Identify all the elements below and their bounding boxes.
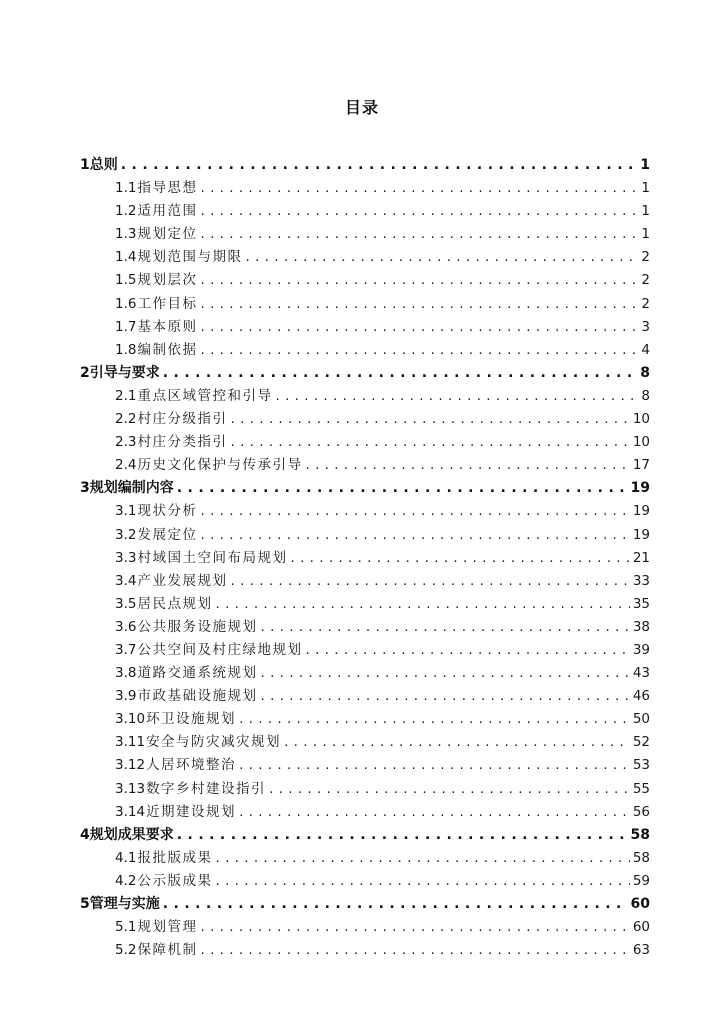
toc-dot-leader — [200, 177, 638, 200]
toc-dot-leader — [200, 500, 629, 523]
toc-page-number: 8 — [640, 364, 650, 381]
toc-page-number: 1 — [641, 226, 650, 243]
toc-section-entry[interactable] — [80, 547, 650, 570]
toc-entry-number: 2.3 — [115, 434, 137, 451]
toc-entry-title: 报批版成果 — [137, 849, 213, 866]
toc-page-number: 10 — [632, 411, 650, 428]
toc-entry-title: 规划编制内容 — [89, 480, 174, 497]
toc-dot-leader — [260, 685, 629, 708]
toc-chapter-entry[interactable] — [80, 893, 650, 916]
toc-entry-title: 人居环境整治 — [146, 757, 237, 774]
toc-entry-title: 管理与实施 — [89, 896, 160, 912]
toc-section-entry[interactable] — [80, 524, 650, 547]
toc-entry-number: 2.4 — [115, 457, 137, 474]
toc-dot-leader — [163, 893, 628, 916]
toc-entry-title: 保障机制 — [137, 942, 198, 959]
toc-page-number: 58 — [630, 826, 650, 843]
toc-section-entry[interactable] — [80, 431, 650, 454]
toc-section-entry[interactable] — [80, 177, 650, 200]
toc-entry-title: 工作目标 — [137, 295, 198, 312]
toc-entry-number: 5.2 — [115, 942, 137, 959]
toc-section-entry[interactable] — [80, 385, 650, 408]
toc-entry-title: 村庄分级指引 — [137, 411, 228, 428]
toc-entry-title: 居民点规划 — [137, 595, 213, 612]
toc-dot-leader — [269, 778, 630, 801]
toc-dot-leader — [239, 708, 630, 731]
toc-entry-title: 规划管理 — [137, 919, 198, 936]
toc-entry-title: 安全与防灾减灾规划 — [146, 734, 282, 751]
toc-page-number: 56 — [632, 803, 650, 820]
toc-dot-leader — [200, 524, 629, 547]
toc-section-entry[interactable] — [80, 316, 650, 339]
toc-page-number: 17 — [632, 457, 650, 474]
table-of-contents — [80, 154, 650, 962]
toc-entry-number: 3.7 — [115, 641, 137, 658]
toc-entry-title: 基本原则 — [137, 318, 198, 335]
toc-entry-number: 1.2 — [115, 203, 137, 220]
toc-section-entry[interactable] — [80, 685, 650, 708]
toc-dot-leader — [121, 154, 638, 177]
toc-section-entry[interactable] — [80, 754, 650, 777]
toc-dot-leader — [305, 639, 629, 662]
toc-dot-leader — [200, 200, 638, 223]
toc-section-entry[interactable] — [80, 939, 650, 962]
toc-section-entry[interactable] — [80, 708, 650, 731]
toc-section-entry[interactable] — [80, 246, 650, 269]
toc-page-number: 46 — [632, 688, 650, 705]
toc-entry-title: 公示版成果 — [137, 872, 213, 889]
toc-entry-title: 规划范围与期限 — [137, 249, 243, 266]
toc-page-number: 1 — [641, 203, 650, 220]
toc-entry-title: 规划定位 — [137, 226, 198, 243]
toc-section-entry[interactable] — [80, 293, 650, 316]
toc-entry-title: 适用范围 — [137, 203, 198, 220]
toc-chapter-entry[interactable] — [80, 824, 650, 847]
toc-dot-leader — [230, 408, 629, 431]
toc-entry-title: 重点区域管控和引导 — [137, 387, 273, 404]
toc-dot-leader — [245, 246, 638, 269]
toc-entry-number: 3.13 — [115, 780, 146, 797]
toc-entry-number: 3.5 — [115, 595, 137, 612]
toc-entry-title: 编制依据 — [137, 341, 198, 358]
toc-dot-leader — [239, 754, 630, 777]
toc-page-number: 38 — [632, 618, 650, 635]
toc-entry-number: 1 — [80, 157, 90, 173]
toc-page-number: 2 — [641, 249, 650, 266]
toc-section-entry[interactable] — [80, 731, 650, 754]
toc-chapter-entry[interactable] — [80, 362, 650, 385]
toc-entry-title: 村域国土空间布局规划 — [137, 549, 288, 566]
toc-page-number: 52 — [632, 734, 650, 751]
toc-entry-title: 公共服务设施规划 — [137, 618, 258, 635]
toc-dot-leader — [200, 293, 638, 316]
toc-dot-leader — [215, 870, 629, 893]
toc-section-entry[interactable] — [80, 269, 650, 292]
toc-section-entry[interactable] — [80, 593, 650, 616]
toc-page-number: 33 — [632, 572, 650, 589]
toc-chapter-entry[interactable] — [80, 154, 650, 177]
toc-page-number: 1 — [641, 180, 650, 197]
toc-entry-title: 村庄分类指引 — [137, 434, 228, 451]
toc-entry-number: 2 — [80, 364, 90, 381]
toc-entry-title: 发展定位 — [137, 526, 198, 543]
toc-page-number: 63 — [632, 942, 650, 959]
toc-dot-leader — [290, 547, 629, 570]
toc-entry-number: 3.11 — [115, 734, 146, 751]
toc-dot-leader — [200, 939, 629, 962]
toc-page-number: 4 — [641, 341, 650, 358]
toc-entry-number: 5 — [80, 896, 90, 912]
toc-section-entry[interactable] — [80, 454, 650, 477]
toc-entry-number: 5.1 — [115, 919, 137, 936]
toc-page-number: 3 — [641, 318, 650, 335]
toc-entry-title: 市政基础设施规划 — [137, 688, 258, 705]
toc-dot-leader — [260, 662, 629, 685]
toc-page-number: 19 — [632, 526, 650, 543]
toc-page-number: 19 — [630, 480, 650, 497]
toc-entry-number: 1.4 — [115, 249, 137, 266]
toc-entry-number: 3.4 — [115, 572, 137, 589]
toc-dot-leader — [305, 454, 629, 477]
toc-entry-number: 3.2 — [115, 526, 137, 543]
toc-page-number: 50 — [632, 711, 650, 728]
toc-entry-number: 1.7 — [115, 318, 137, 335]
toc-dot-leader — [275, 385, 638, 408]
toc-page-number: 43 — [632, 665, 650, 682]
toc-page-number: 10 — [632, 434, 650, 451]
toc-entry-title: 历史文化保护与传承引导 — [137, 457, 303, 474]
toc-entry-title: 公共空间及村庄绿地规划 — [137, 641, 303, 658]
toc-section-entry[interactable] — [80, 847, 650, 870]
toc-title: 目录 — [344, 98, 379, 117]
toc-section-entry[interactable] — [80, 616, 650, 639]
toc-entry-title: 近期建设规划 — [146, 803, 237, 820]
toc-entry-number: 3.6 — [115, 618, 137, 635]
toc-entry-number: 3.14 — [115, 803, 146, 820]
toc-entry-number: 3.8 — [115, 665, 137, 682]
toc-entry-title: 现状分析 — [137, 503, 198, 520]
toc-dot-leader — [177, 824, 628, 847]
toc-dot-leader — [239, 801, 630, 824]
toc-page-number: 39 — [632, 641, 650, 658]
toc-page-number: 60 — [630, 896, 650, 912]
toc-dot-leader — [200, 223, 638, 246]
toc-dot-leader — [284, 731, 630, 754]
toc-page-number: 2 — [641, 272, 650, 289]
toc-page-number: 60 — [632, 919, 650, 936]
toc-dot-leader — [177, 477, 628, 500]
toc-dot-leader — [200, 269, 638, 292]
toc-entry-number: 4.2 — [115, 872, 137, 889]
toc-entry-number: 3.10 — [115, 711, 146, 728]
toc-entry-title: 道路交通系统规划 — [137, 665, 258, 682]
toc-section-entry[interactable] — [80, 639, 650, 662]
toc-entry-number: 1.3 — [115, 226, 137, 243]
toc-page-number: 58 — [632, 849, 650, 866]
toc-entry-number: 2.2 — [115, 411, 137, 428]
toc-entry-number: 3.3 — [115, 549, 137, 566]
toc-section-entry[interactable] — [80, 500, 650, 523]
toc-section-entry[interactable] — [80, 916, 650, 939]
toc-entry-title: 环卫设施规划 — [146, 711, 237, 728]
toc-entry-number: 3.12 — [115, 757, 146, 774]
toc-entry-title: 规划层次 — [137, 272, 198, 289]
toc-entry-number: 1.6 — [115, 295, 137, 312]
toc-section-entry[interactable] — [80, 662, 650, 685]
toc-page-number: 1 — [640, 157, 650, 173]
toc-entry-number: 4 — [80, 826, 90, 843]
toc-dot-leader — [260, 616, 629, 639]
toc-dot-leader — [200, 916, 629, 939]
toc-entry-number: 3.9 — [115, 688, 137, 705]
toc-entry-title: 数字乡村建设指引 — [146, 780, 267, 797]
toc-section-entry[interactable] — [80, 200, 650, 223]
toc-page-number: 35 — [632, 595, 650, 612]
toc-dot-leader — [230, 570, 629, 593]
toc-section-entry[interactable] — [80, 339, 650, 362]
toc-entry-number: 1.1 — [115, 180, 137, 197]
toc-section-entry[interactable] — [80, 870, 650, 893]
toc-page-number: 2 — [641, 295, 650, 312]
toc-entry-title: 指导思想 — [137, 180, 198, 197]
toc-entry-number: 2.1 — [115, 387, 137, 404]
toc-section-entry[interactable] — [80, 223, 650, 246]
toc-dot-leader — [215, 593, 629, 616]
toc-page-number: 21 — [632, 549, 650, 566]
toc-section-entry[interactable] — [80, 778, 650, 801]
toc-page-number: 55 — [632, 780, 650, 797]
toc-dot-leader — [215, 847, 629, 870]
toc-entry-title: 引导与要求 — [89, 364, 160, 381]
toc-page-number: 19 — [632, 503, 650, 520]
toc-entry-number: 1.8 — [115, 341, 137, 358]
toc-page-number: 8 — [641, 387, 650, 404]
toc-entry-number: 4.1 — [115, 849, 137, 866]
toc-chapter-entry[interactable] — [80, 477, 650, 500]
toc-page-number: 53 — [632, 757, 650, 774]
toc-entry-number: 3.1 — [115, 503, 137, 520]
toc-entry-title: 产业发展规划 — [137, 572, 228, 589]
toc-dot-leader — [200, 316, 638, 339]
toc-section-entry[interactable] — [80, 408, 650, 431]
toc-entry-number: 1.5 — [115, 272, 137, 289]
toc-section-entry[interactable] — [80, 570, 650, 593]
toc-page-number: 59 — [632, 872, 650, 889]
toc-entry-title: 规划成果要求 — [89, 826, 174, 843]
toc-entry-number: 3 — [80, 480, 90, 497]
toc-section-entry[interactable] — [80, 801, 650, 824]
toc-dot-leader — [200, 339, 638, 362]
toc-dot-leader — [230, 431, 629, 454]
toc-entry-title: 总则 — [89, 157, 118, 173]
toc-dot-leader — [163, 362, 638, 385]
